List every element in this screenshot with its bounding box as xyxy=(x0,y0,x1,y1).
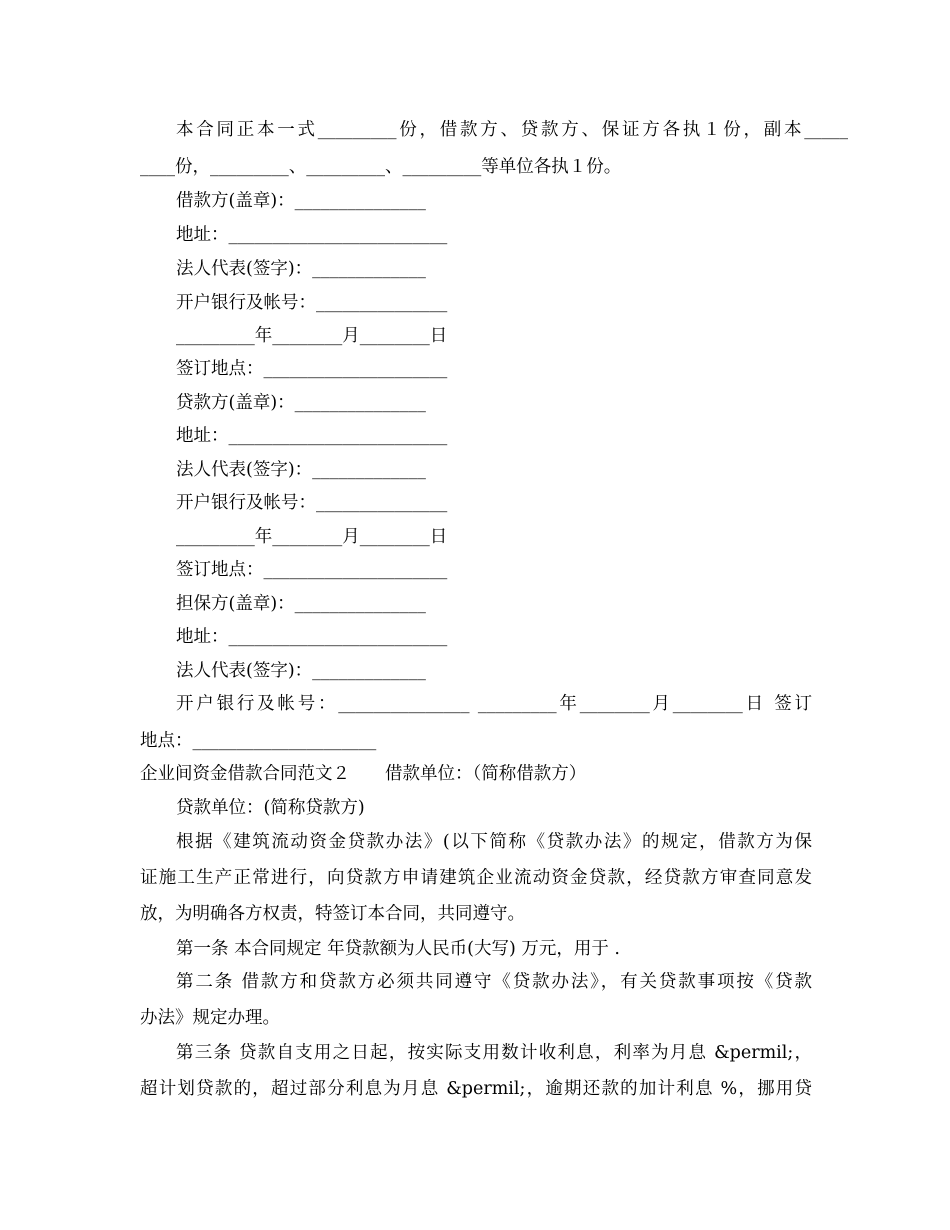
doc-line: 办法》规定办理。 xyxy=(140,1008,280,1028)
doc-line: 第二条 借款方和贷款方必须共同遵守《贷款办法》，有关贷款事项按《贷款 xyxy=(176,972,812,992)
doc-line: 超计划贷款的，超过部分利息为月息 &permil;，逾期还款的加计利息 %，挪用贷 xyxy=(140,1079,812,1099)
doc-line: 法人代表(签字)：_____________ xyxy=(176,661,426,681)
doc-line: 企业间资金借款合同范文２ 借款单位：（简称借款方） xyxy=(140,764,587,784)
doc-line: 根据《建筑流动资金贷款办法》(以下简称《贷款办法》的规定，借款方为保 xyxy=(176,832,812,852)
doc-line: 法人代表(签字)：_____________ xyxy=(176,460,426,480)
doc-line: 开户银行及帐号：_______________ _________年________月________日 签订 xyxy=(176,694,812,714)
doc-line: 签订地点：_____________________ xyxy=(176,359,448,379)
doc-line: 开户银行及帐号：_______________ xyxy=(176,493,448,513)
doc-line: 地点：_____________________ xyxy=(140,731,377,751)
doc-line: 担保方(盖章)：_______________ xyxy=(176,594,426,614)
doc-line: ____份，_________、_________、_________等单位各执１份。 xyxy=(140,157,622,177)
doc-line: 本合同正本一式_________份，借款方、贷款方、保证方各执１份，副本_____ xyxy=(176,120,848,140)
doc-line: _________年________月________日 xyxy=(176,326,448,346)
doc-line: 借款方(盖章)：_______________ xyxy=(176,191,426,211)
doc-line: 地址：_________________________ xyxy=(176,426,448,446)
doc-line: 贷款单位：(简称贷款方) xyxy=(176,798,365,818)
doc-line: 地址：_________________________ xyxy=(176,627,448,647)
doc-line: 地址：_________________________ xyxy=(176,225,448,245)
doc-line: _________年________月________日 xyxy=(176,527,448,547)
doc-line: 贷款方(盖章)：_______________ xyxy=(176,393,426,413)
doc-line: 第三条 贷款自支用之日起，按实际支用数计收利息，利率为月息 &permil;， xyxy=(176,1043,812,1063)
doc-line: 法人代表(签字)：_____________ xyxy=(176,259,426,279)
doc-line: 放，为明确各方权责，特签订本合同，共同遵守。 xyxy=(140,904,525,924)
doc-line: 开户银行及帐号：_______________ xyxy=(176,293,448,313)
doc-line: 证施工生产正常进行，向贷款方申请建筑企业流动资金贷款，经贷款方审查同意发 xyxy=(140,868,812,888)
doc-line: 签订地点：_____________________ xyxy=(176,560,448,580)
doc-line: 第一条 本合同规定 年贷款额为人民币(大写) 万元，用于 . xyxy=(176,939,620,959)
